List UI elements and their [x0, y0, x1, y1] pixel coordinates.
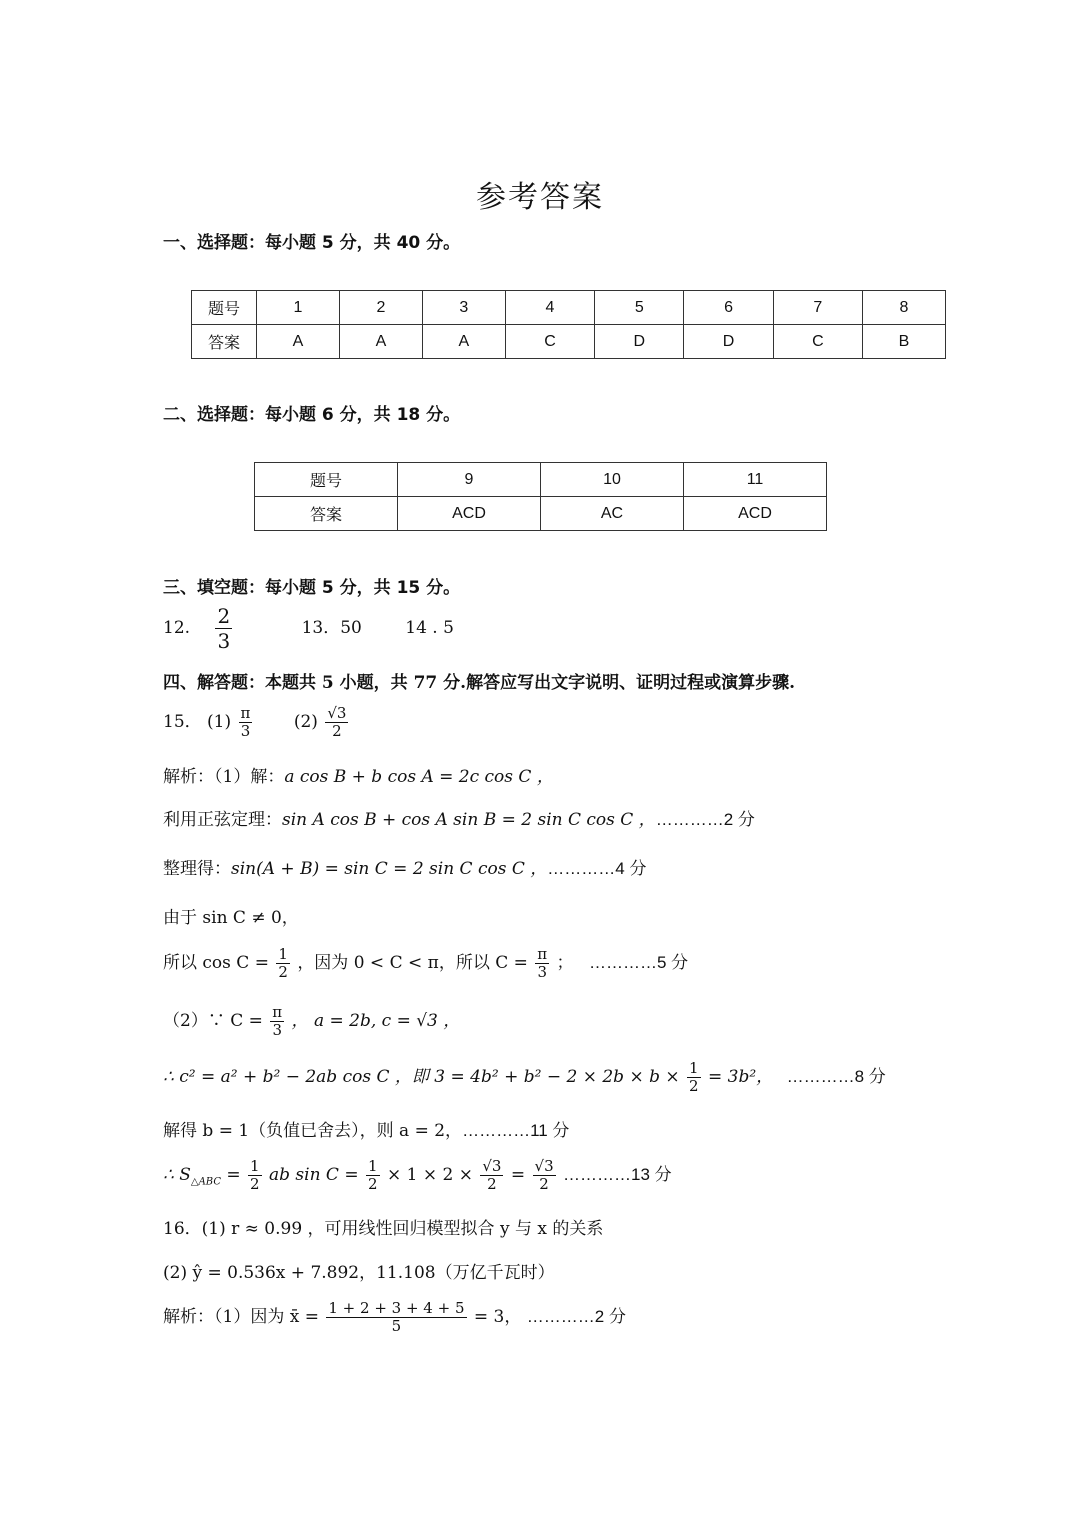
numerator: 1 + 2 + 3 + 4 + 5 — [328, 1299, 465, 1317]
numerator: 1 — [689, 1059, 699, 1077]
score-note: …………2 分 — [526, 1307, 626, 1326]
table-cell: A — [257, 325, 340, 359]
table-row — [192, 325, 946, 359]
denominator: 2 — [487, 1175, 497, 1193]
text: 解析：（1）因为 x̄ = — [163, 1307, 325, 1327]
table-cell: B — [862, 325, 945, 359]
table-cell: 3 — [422, 291, 505, 325]
score-note: …………2 分 — [655, 810, 755, 829]
fill-in-answers — [163, 603, 454, 653]
fraction — [248, 1158, 262, 1193]
fraction — [276, 946, 290, 981]
text: 整理得： — [163, 859, 231, 879]
formula: sin(A + B) = sin C = 2 sin C cos C ， — [231, 859, 548, 879]
fraction — [366, 1158, 380, 1193]
q15-line-3 — [163, 858, 646, 880]
subscript: △ABC — [190, 1176, 221, 1188]
formula: ∴ S — [163, 1165, 191, 1185]
fraction — [687, 1060, 701, 1095]
formula: = 3b²， — [707, 1067, 774, 1087]
numerator: √3 — [482, 1157, 502, 1175]
table-cell: D — [595, 325, 684, 359]
q15-answer-summary — [163, 705, 350, 740]
q15-part1-label: (1) — [207, 712, 232, 732]
table-row-label: 答案 — [255, 497, 398, 531]
table-cell: C — [505, 325, 594, 359]
formula: ， a = 2b, c = √3 ， — [291, 1011, 461, 1031]
fraction — [480, 1158, 503, 1193]
formula: sin A cos B + cos A sin B = 2 sin C cos C ， — [282, 810, 656, 830]
denominator: 3 — [272, 1021, 282, 1039]
text: （2）∵ C = — [163, 1011, 269, 1031]
fraction — [535, 946, 549, 981]
table-cell: 9 — [398, 463, 541, 497]
section-heading-multiple-choice: 一、选择题：每小题 5 分，共 40 分。 — [163, 233, 461, 253]
text: ； — [556, 953, 574, 973]
table-cell: A — [422, 325, 505, 359]
formula: a cos B + b cos A = 2c cos C ， — [284, 767, 554, 787]
answer-table-1 — [191, 290, 946, 359]
table-cell: 6 — [684, 291, 773, 325]
denominator: 2 — [332, 722, 342, 740]
table-cell: 2 — [339, 291, 422, 325]
fraction — [326, 1300, 466, 1335]
numerator: π — [240, 704, 251, 722]
answer-table-2 — [254, 462, 827, 531]
q12-numerator: 2 — [217, 604, 231, 628]
table-row-label: 答案 — [192, 325, 257, 359]
q16-line-3 — [163, 1300, 626, 1335]
table-cell: ACD — [398, 497, 541, 531]
numerator: 1 — [368, 1157, 378, 1175]
text: ，因为 0 < C < π，所以 C = — [297, 953, 534, 973]
formula: ab sin C = — [269, 1165, 364, 1185]
q15-line-2 — [163, 809, 755, 831]
q12-fraction — [215, 604, 232, 653]
score-note: …………5 分 — [588, 953, 689, 972]
q15-line-7 — [163, 1060, 886, 1095]
table-cell: D — [684, 325, 773, 359]
formula: ∴ c² = a² + b² − 2ab cos C ，即 3 = 4b² + b² − 2 × 2b × b × — [163, 1067, 686, 1087]
text: 所以 cos C = — [163, 953, 275, 973]
table-row-label: 题号 — [192, 291, 257, 325]
q15-label: 15． — [163, 712, 202, 732]
table-cell: A — [339, 325, 422, 359]
numerator: π — [537, 945, 548, 963]
page-title: 参考答案 — [476, 180, 604, 215]
table-cell: 8 — [862, 291, 945, 325]
score-note: …………4 分 — [547, 859, 647, 878]
table-cell: 1 — [257, 291, 340, 325]
text: 解得 b = 1（负值已舍去），则 a = 2， — [163, 1121, 463, 1141]
q14-answer: 14 . 5 — [405, 618, 454, 638]
table-cell: C — [773, 325, 862, 359]
denominator: 2 — [250, 1175, 260, 1193]
denominator: 3 — [537, 963, 547, 981]
q12-label: 12. — [163, 618, 191, 638]
text: 利用正弦定理： — [163, 810, 282, 830]
score-note: …………8 分 — [786, 1067, 886, 1086]
q16-line-2: (2) ŷ = 0.536x + 7.892，11.108（万亿千瓦时） — [163, 1263, 555, 1283]
formula: = — [510, 1165, 531, 1185]
score-note: …………11 分 — [462, 1121, 570, 1140]
table-row-label: 题号 — [255, 463, 398, 497]
q13-answer: 13．50 — [301, 618, 362, 638]
numerator: 1 — [250, 1157, 260, 1175]
table-cell: 4 — [505, 291, 594, 325]
denominator: 2 — [539, 1175, 549, 1193]
section-heading-fill-in: 三、填空题：每小题 5 分，共 15 分。 — [163, 578, 461, 598]
table-row — [192, 291, 946, 325]
numerator: √3 — [534, 1157, 554, 1175]
denominator: 2 — [368, 1175, 378, 1193]
denominator: 3 — [240, 722, 251, 740]
q15-part2-fraction — [325, 705, 348, 740]
q15-line-5 — [163, 946, 688, 981]
q15-line-9 — [163, 1158, 672, 1193]
q15-part1-fraction — [239, 705, 253, 740]
section-heading-solutions: 四、解答题：本题共 5 小题，共 77 分.解答应写出文字说明、证明过程或演算步骤. — [163, 673, 795, 693]
table-row — [255, 463, 827, 497]
denominator: 5 — [391, 1317, 402, 1335]
table-cell: 7 — [773, 291, 862, 325]
numerator: √3 — [327, 704, 347, 722]
formula: × 1 × 2 × — [386, 1165, 479, 1185]
table-cell: ACD — [684, 497, 827, 531]
formula: = — [220, 1165, 247, 1185]
section-heading-multi-select: 二、选择题：每小题 6 分，共 18 分。 — [163, 405, 461, 425]
table-cell: 10 — [541, 463, 684, 497]
formula: = 3， — [473, 1307, 522, 1327]
table-cell: 5 — [595, 291, 684, 325]
fraction — [533, 1158, 556, 1193]
denominator: 2 — [689, 1077, 699, 1095]
q15-part2-label: (2) — [293, 712, 318, 732]
text: 解析：（1）解： — [163, 767, 285, 787]
q15-line-6 — [163, 1004, 460, 1039]
table-cell: AC — [541, 497, 684, 531]
table-row — [255, 497, 827, 531]
q15-line-8 — [163, 1120, 569, 1142]
numerator: π — [272, 1003, 283, 1021]
numerator: 1 — [278, 945, 288, 963]
table-cell: 11 — [684, 463, 827, 497]
fraction — [270, 1004, 284, 1039]
score-note: …………13 分 — [563, 1165, 672, 1184]
q16-line-1: 16．(1) r ≈ 0.99 ，可用线性回归模型拟合 y 与 x 的关系 — [163, 1219, 604, 1239]
q15-line-1 — [163, 766, 554, 788]
denominator: 2 — [278, 963, 288, 981]
q12-denominator: 3 — [217, 629, 231, 653]
q15-line-4: 由于 sin C ≠ 0， — [163, 908, 299, 928]
